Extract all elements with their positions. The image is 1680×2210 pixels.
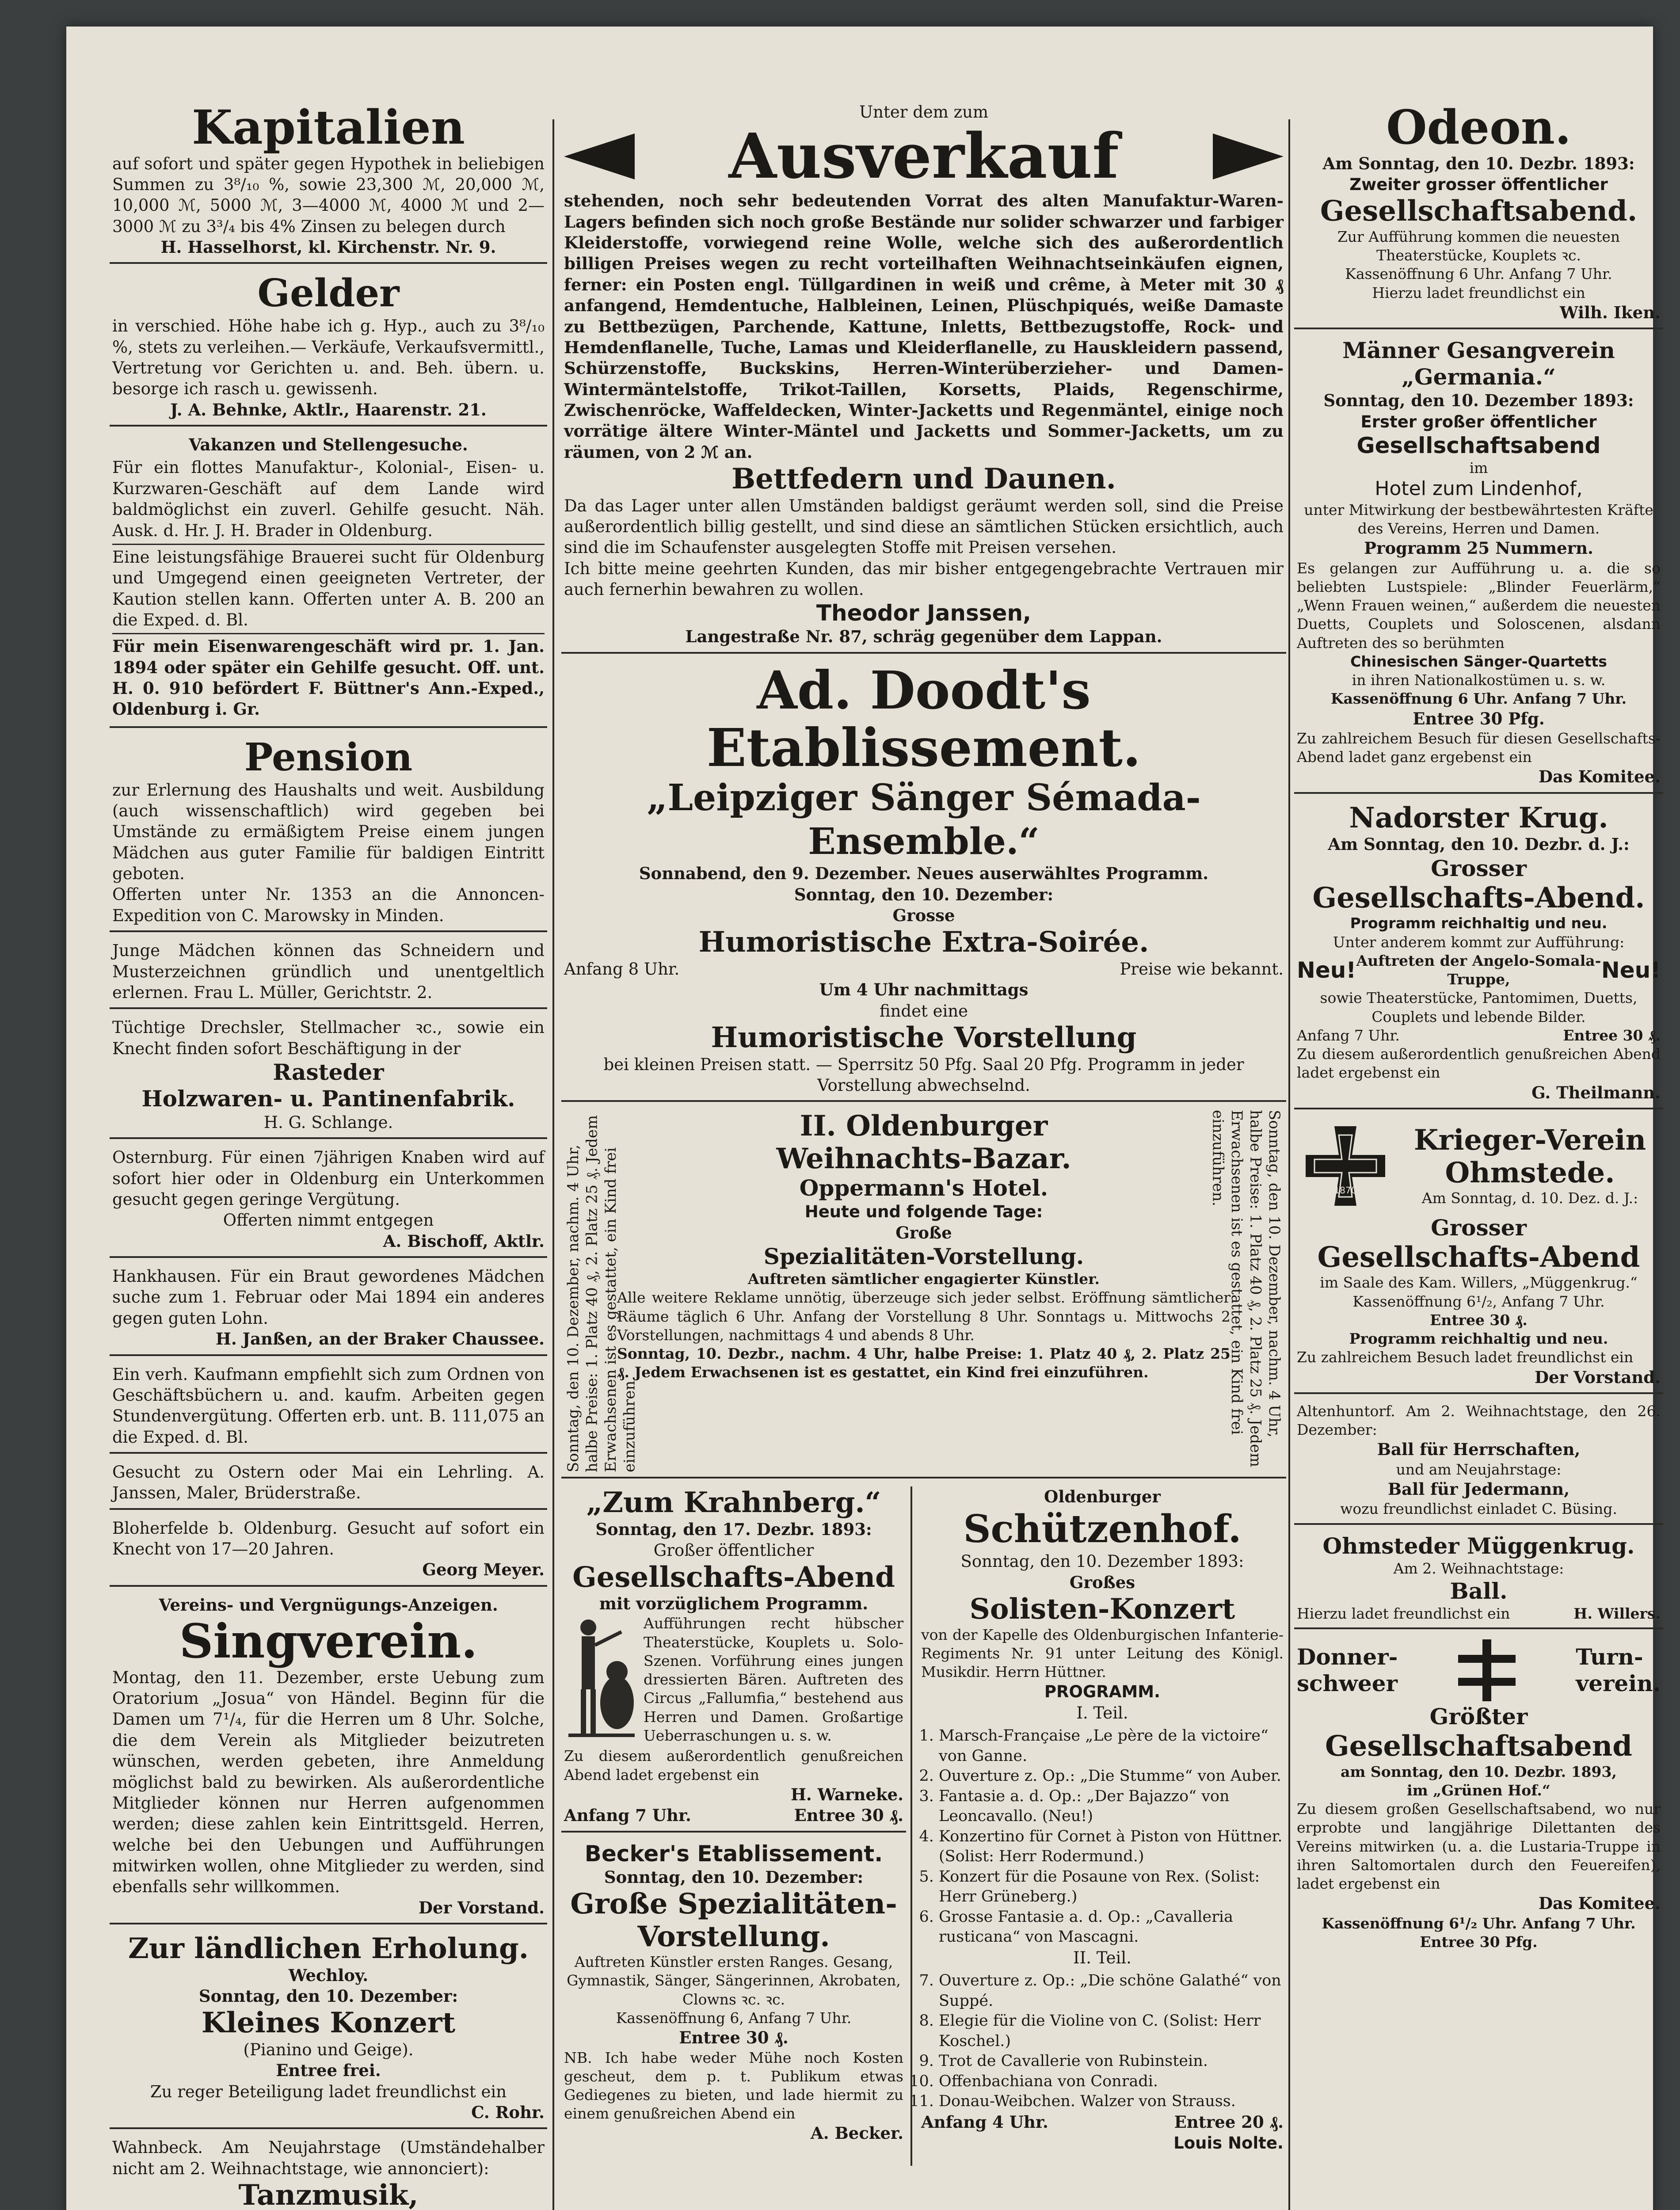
bottom-row bbox=[561, 1486, 1286, 2166]
ad-krieger bbox=[1294, 1117, 1663, 1394]
ad-date: Am Sonntag, den 10. Dezbr. d. J.: bbox=[1328, 834, 1630, 854]
info-row bbox=[564, 1805, 903, 1826]
title-row bbox=[564, 122, 1284, 191]
info-row bbox=[921, 2112, 1284, 2133]
ad-becker bbox=[561, 1840, 906, 2149]
krahnberg-body bbox=[564, 1614, 903, 1747]
ad-rasteder bbox=[110, 1017, 547, 1139]
ad-body: im bbox=[1469, 459, 1488, 476]
ad-date: Am 2. Weihnachtstage: bbox=[1393, 1559, 1564, 1577]
ad-entree: Entree 30 ₰. bbox=[679, 2028, 789, 2048]
ad-time: Anfang 8 Uhr. bbox=[564, 959, 680, 979]
ad-bazar bbox=[561, 1110, 1286, 1478]
ad-event: Ball. bbox=[1450, 1577, 1508, 1604]
donner-right bbox=[1576, 1644, 1661, 1697]
ad-hankhausen bbox=[110, 1266, 547, 1356]
program-item: 11. Donau-Weibchen. Walzer von Strauss. bbox=[939, 2092, 1284, 2112]
ad-event: Humoristische Extra-Soirée. bbox=[698, 926, 1149, 959]
ad-body: Tüchtige Drechsler, Stellmacher ꝛc., sowie ein Knecht finden sofort Beschäftigung in der bbox=[112, 1018, 545, 1058]
ad-body: Grosser bbox=[1431, 1214, 1527, 1241]
ad-body: Zu diesem großen Gesellschaftsabend, wo nur erprobte und langjährige Dilettanten des Vereins mitwirken (u. a. die Lustaria-Truppe in ihren Saltomortalen durch den Feuereifen), ladet ergebenst ein bbox=[1297, 1800, 1661, 1893]
ad-body: Zur Aufführung kommen die neuesten Theaterstücke, Kouplets ꝛc. bbox=[1337, 228, 1620, 264]
ad-event: Gesellschaftsabend. bbox=[1320, 194, 1638, 228]
ad-time: Anfang 7 Uhr. bbox=[564, 1806, 691, 1825]
ad-body: Junge Mädchen können das Schneidern und Musterzeichnen gründlich und unentgeltlich erlernen. Frau L. Müller, Gerichtstr. 2. bbox=[112, 941, 545, 1002]
ad-signature: H. Willers. bbox=[1573, 1604, 1661, 1622]
ad-doodt bbox=[561, 659, 1286, 1102]
ad-kapitalien bbox=[110, 99, 547, 264]
section-vakanzen bbox=[110, 434, 547, 728]
krieger-titles bbox=[1399, 1124, 1661, 1208]
ad-body: Programm reichhaltig und neu. bbox=[1349, 1330, 1608, 1348]
ad-title: Ohmstede. bbox=[1445, 1156, 1615, 1189]
ad-place: im „Grünen Hof.“ bbox=[1407, 1781, 1550, 1799]
ad-body: Hierzu ladet freundlichst ein bbox=[1372, 284, 1585, 301]
ad-ausverkauf bbox=[561, 102, 1286, 654]
ad-body: Altenhuntorf. Am 2. Weihnachtstage, den 26. Dezember: bbox=[1297, 1402, 1661, 1439]
ad-title: Ausverkauf bbox=[728, 120, 1119, 193]
program-item: 4. Konzertino für Cornet à Piston von Hüttner. (Solist: Herr Rodermund.) bbox=[939, 1827, 1284, 1867]
program-part: II. Teil. bbox=[1073, 1948, 1131, 1967]
ad-signature: A. Becker. bbox=[811, 2123, 903, 2143]
ad-event: Tanzmusik, bbox=[238, 2179, 419, 2210]
ad-body: Zu diesem außerordentlich genußreichen Abend ladet ergebenst ein bbox=[1297, 1045, 1661, 1082]
ad-title: „Zum Krahnberg.“ bbox=[586, 1486, 881, 1520]
ad-title: Donner- bbox=[1297, 1644, 1398, 1670]
ad-signature: Wilh. Iken. bbox=[1560, 302, 1661, 322]
ad-title: Singverein. bbox=[179, 1613, 478, 1669]
ad-signature: wozu freundlichst einladet C. Büsing. bbox=[1340, 1500, 1617, 1518]
ad-altenhuntorf bbox=[1294, 1402, 1663, 1525]
ad-body: Auftreten sämtlicher engagierter Künstler. bbox=[748, 1270, 1100, 1288]
ad-body: auf sofort und später gegen Hypothek in beliebigen Summen zu 3⁸/₁₀ %, sowie 23,300 ℳ, 20,000 ℳ, 10,000 ℳ, 5000 ℳ, 3—4000 ℳ, 4000 ℳ und 2—3000 ℳ zu 3³/₄ bis 4% Zinsen zu belegen durch bbox=[112, 154, 545, 236]
ad-body: Zu zahlreichem Besuch für diesen Gesellschafts-Abend ladet ganz ergebenst ein bbox=[1297, 730, 1661, 766]
ad-signature: C. Rohr. bbox=[471, 2103, 545, 2122]
new-badge: Neu! bbox=[1297, 957, 1356, 983]
ad-date: Sonntag, den 10. Dezember: bbox=[604, 1867, 864, 1887]
ad-body: stehenden, noch sehr bedeutenden Vorrat des alten Manufaktur-Waren-Lagers befinden sich noch große Bestände nur solider schwarzer und farbiger Kleiderstoffe, vorwiegend reine Wolle, welche sich des außerordentlich billigen Preises wegen zu recht vorteilhaften Weihnachtseinkäufen eignen, ferner: ein Posten engl. Tüllgardinen in weiß und crême, à Meter mit 30 ₰ anfangend, Hemdentuche, Halbleinen, Leinen, Plüschpiqués, weiße Damaste zu Bettbezügen, Parchende, Kattune, Inletts, Bettbezugstoffe, Rock- und Hemdenflanelle, Tuche, Lamas und Kleiderflanelle, zu Hauskleidern passend, Schürzenstoffe, Buckskins, Herren-Winterüberzieher- und Damen-Wintermäntelstoffe, Trikot-Taillen, Korsetts, Plaids, Regenschirme, Zwischenröcke, Waffeldecken, Winter-Jacketts und Regenmäntel, einige noch vorrätige ältere Winter-Mäntel und Jacketts und Sommer-Jacketts, um zu räumen, von 2 ℳ an. bbox=[564, 191, 1284, 462]
ad-signature: H. G. Schlange. bbox=[263, 1113, 393, 1132]
ad-body: in verschied. Höhe habe ich g. Hyp., auch zu 3⁸/₁₀ %, stets zu verleihen.— Verkäufe, Verkaufsvermittl., Vertretung vor Gerichten u. and. Beh. übern. u. besorge ich rasch u. gewissenh. bbox=[112, 316, 545, 399]
arrow-left-icon bbox=[564, 133, 635, 179]
ad-body: findet eine bbox=[879, 1001, 968, 1021]
ad-entree: Entree 30 Pfg. bbox=[1420, 1933, 1538, 1951]
ad-title: Zur ländlichen Erholung. bbox=[128, 1932, 529, 1966]
ad-body: Zu zahlreichem Besuch ladet freundlichst ein bbox=[1297, 1349, 1634, 1366]
ad-blosherfelde bbox=[110, 1518, 547, 1587]
ad-body: Zu diesem außerordentlich genußreichen Abend ladet ergebenst ein bbox=[564, 1747, 903, 1783]
bazar-main bbox=[617, 1110, 1230, 1472]
ad-nadorster bbox=[1294, 802, 1663, 1109]
ad-date: Sonntag, den 10. Dezember: bbox=[794, 884, 1054, 904]
ad-body: von der Kapelle des Oldenburgischen Infanterie-Regiments Nr. 91 unter Leitung des Königl. Musikdir. Herrn Hüttner. bbox=[921, 1626, 1284, 1681]
ad-date: Sonntag, den 10. Dezember 1893: bbox=[960, 1552, 1244, 1571]
ad-time: Kassenöffnung 6 Uhr. Anfang 7 Uhr. bbox=[1330, 690, 1627, 708]
side-note-left: Sonntag, den 10. Dezember, nachm. 4 Uhr, halbe Preise: 1. Platz 40 ₰, 2. Platz 25 ₰. Jedem Erwachsenen ist es gestattet, ein Kind frei einzuführen. bbox=[564, 1115, 639, 1473]
ad-lehrling bbox=[110, 1462, 547, 1510]
ad-body: Programm reichhaltig und neu. bbox=[1350, 914, 1608, 932]
ad-body: in ihren Nationalkostümen u. s. w. bbox=[1352, 671, 1606, 689]
ad-signature: H. Janßen, an der Braker Chaussee. bbox=[215, 1329, 545, 1349]
ad-signature: A. Bischoff, Aktlr. bbox=[383, 1231, 545, 1251]
ad-body: bei kleinen Preisen statt. — Sperrsitz 50 Pfg. Saal 20 Pfg. Programm in jeder Vorstellung abwechselnd. bbox=[603, 1055, 1244, 1095]
ad-event: Gesellschafts-Abend bbox=[1317, 1240, 1640, 1274]
ad-body: Grosse bbox=[892, 905, 955, 925]
ad-title: Kapitalien bbox=[192, 99, 465, 155]
column-left bbox=[110, 99, 547, 2210]
ad-body: Großes bbox=[1069, 1572, 1135, 1592]
ad-time: Kassenöffnung 6, Anfang 7 Uhr. bbox=[616, 2009, 852, 2027]
program-heading: PROGRAMM. bbox=[1044, 1682, 1161, 1702]
ad-time: Kassenöffnung 6 Uhr. Anfang 7 Uhr. bbox=[1345, 265, 1612, 283]
ad-body: Erster großer öffentlicher bbox=[1360, 412, 1597, 431]
ad-body: Wahnbeck. Am Neujahrstage (Umständehalber nicht am 2. Weihnachtstage, wie annonciert): bbox=[112, 2138, 545, 2178]
ad-kaufmann bbox=[110, 1364, 547, 1454]
ad-osternburg bbox=[110, 1147, 547, 1258]
ad-date: Sonntag, den 10. Dezember: bbox=[198, 1986, 458, 2006]
side-note-right: Sonntag, den 10. Dezember, nachm. 4 Uhr, halbe Preise: 1. Platz 40 ₰, 2. Platz 25 ₰. Jedem Erwachsenen ist es gestattet, ein Kind frei einzuführen. bbox=[1209, 1110, 1283, 1467]
ad-body: zur Erlernung des Haushalts und weit. Ausbildung (auch wissenschaftlich) wird gegeben bei Umstände zu ermäßigtem Preise einem jungen Mädchen aus guter Familie für baldigen Eintritt geboten. bbox=[112, 780, 545, 884]
ad-body: im Saale des Kam. Willers, „Müggenkrug.“ Kassenöffnung 6¹/₂, Anfang 7 Uhr. bbox=[1320, 1274, 1638, 1310]
ad-body: Osternburg. Für einen 7jährigen Knaben wird auf sofort hier oder in Oldenburg ein Unterkommen gesucht gegen geringe Vergütung. bbox=[112, 1148, 545, 1209]
ad-entree: Entree 30 ₰. bbox=[1430, 1311, 1528, 1329]
ad-singverein bbox=[110, 1595, 547, 1924]
bear-trainer-illustration bbox=[564, 1614, 639, 1747]
ad-germania bbox=[1294, 337, 1663, 794]
ad-title: Turn- bbox=[1576, 1644, 1643, 1670]
ad-date: Sonntag, den 10. Dezember 1893: bbox=[1323, 391, 1634, 411]
program-list bbox=[921, 1971, 1284, 2112]
program-part: I. Teil. bbox=[1076, 1703, 1128, 1722]
ad-signature: H. Hasselhorst, kl. Kirchenstr. Nr. 9. bbox=[160, 237, 496, 257]
ad-body: Großer öffentlicher bbox=[653, 1541, 814, 1560]
ad-time: Anfang 7 Uhr. bbox=[1297, 1026, 1400, 1044]
ad-time: Anfang 4 Uhr. bbox=[921, 2112, 1048, 2132]
ad-body: unter Mitwirkung der bestbewährtesten Kräfte des Vereins, Herren und Damen. bbox=[1304, 501, 1653, 537]
ad-body: Es gelangen zur Aufführung u. a. die so beliebten Lustspiele: „Blinder Feuerlärm,“ „Wenn Frauen weinen,“ außerdem die neuesten Duetts, Couplets und Soloscenen, alsdann Auftreten des so berühmten bbox=[1297, 559, 1661, 652]
ad-title: Rasteder bbox=[273, 1059, 384, 1085]
ad-body: Grosser bbox=[1431, 855, 1527, 881]
ad-subtitle: „Leipziger Sänger Sémada-Ensemble.“ bbox=[647, 777, 1201, 863]
troupe-row bbox=[1297, 952, 1661, 989]
ad-body: Große bbox=[895, 1223, 952, 1242]
ad-entree: Entree 30 ₰. bbox=[1563, 1026, 1661, 1044]
ad-mueggenkrug bbox=[1294, 1533, 1663, 1629]
ad-body: Montag, den 11. Dezember, erste Uebung zum Oratorium „Josua“ von Händel. Beginn für die Damen um 7¹/₄, für die Herren um 8 Uhr. Solche, die dem Verein als Mitglieder beizutreten wünschen, werden gebeten, ihre Anmeldung möglichst bald zu bewirken. Als außerordentliche Mitglieder können nur Herren aufgenommen werden; diese zahlen kein Eintrittsgeld. Herren, welche bei den Uebungen und Aufführungen mitwirken wollen, ohne Mitglieder zu werden, sind ebenfalls sehr willkommen. bbox=[112, 1668, 545, 1897]
ad-body: Für ein flottes Manufaktur-, Kolonial-, Eisen- u. Kurzwaren-Geschäft auf dem Lande wird baldmöglichst ein zuverl. Gehilfe gesucht. Näh. Ausk. d. Hr. J. H. Brader in Oldenburg. bbox=[112, 457, 545, 545]
ad-krahnberg bbox=[561, 1486, 906, 1832]
ad-event: Spezialitäten-Vorstellung. bbox=[763, 1243, 1084, 1270]
program-item: 7. Ouverture z. Op.: „Die schöne Galathé“ von Suppé. bbox=[939, 1971, 1284, 2011]
ad-event: Gesellschaftsabend bbox=[1356, 432, 1601, 458]
program-item: 10. Offenbachiana von Conradi. bbox=[939, 2072, 1284, 2092]
info-row bbox=[1297, 1604, 1661, 1623]
turner-cross-icon bbox=[1456, 1637, 1518, 1703]
ad-donnerschweer bbox=[1294, 1637, 1663, 1956]
ad-pretitle: Unter dem zum bbox=[859, 103, 989, 122]
ad-event: Ball für Herrschaften, bbox=[1377, 1440, 1581, 1459]
iron-cross-icon bbox=[1297, 1117, 1394, 1215]
column-rule bbox=[552, 119, 554, 2210]
ad-title: Ad. Doodt's Etablissement. bbox=[706, 659, 1141, 778]
ad-pension bbox=[110, 736, 547, 932]
ad-title: Becker's Etablissement. bbox=[584, 1840, 883, 1867]
ad-signature: Georg Meyer. bbox=[422, 1560, 545, 1580]
ad-body: und am Neujahrstage: bbox=[1396, 1460, 1562, 1478]
ad-body: NB. Ich habe weder Mühe noch Kosten gescheut, dem p. t. Publikum etwas Gediegenes zu bieten, und lade hiermit zu einem genußreichen Abend ein bbox=[564, 2049, 903, 2122]
ad-place: Hotel zum Lindenhof, bbox=[1375, 477, 1583, 500]
ad-body: Alle weitere Reklame unnötig, überzeuge sich jeder selbst. Eröffnung sämtlicher Räume täglich 6 Uhr. Anfang der Vorstellung 8 Uhr. Sonntags u. Mittwochs 2 Vorstellungen, nachmittags 4 und abends 8 Uhr. bbox=[617, 1289, 1230, 1344]
ad-time: Kassenöffnung 6¹/₂ Uhr. Anfang 7 Uhr. bbox=[1322, 1914, 1636, 1932]
ad-gelder bbox=[110, 272, 547, 427]
ad-schneidern bbox=[110, 940, 547, 1009]
ad-body: Ich bitte meine geehrten Kunden, das mir bisher entgegengebrachte Vertrauen mir auch fernerhin bewahren zu wollen. bbox=[564, 559, 1284, 599]
ad-body: Unter anderem kommt zur Aufführung: bbox=[1333, 933, 1625, 951]
ad-body: Bloherfelde b. Oldenburg. Gesucht auf sofort ein Knecht von 17—20 Jahren. bbox=[112, 1518, 545, 1559]
donner-header bbox=[1297, 1637, 1661, 1703]
info-row bbox=[1297, 1026, 1661, 1045]
ad-event: Gesellschafts-Abend. bbox=[1312, 881, 1645, 914]
ad-body: Da das Lager unter allen Umständen baldigst geräumt werden soll, sind die Preise außerordentlich billig gestellt, und sind diese an sämtlichen Stücken ersichtlich, auch sind die im Schaufenster ausgelegten Stoffe mit Preisen versehen. bbox=[564, 496, 1284, 557]
ad-date: Sonnabend, den 9. Dezember. Neues auserwähltes Programm. bbox=[639, 864, 1209, 884]
ad-subtitle: Bettfedern und Daunen. bbox=[731, 462, 1116, 496]
ad-title: Odeon. bbox=[1386, 99, 1571, 155]
ad-date: Am Sonntag, d. 10. Dez. d. J.: bbox=[1421, 1189, 1638, 1207]
ad-body: Um 4 Uhr nachmittags bbox=[819, 980, 1029, 1000]
program-item: 3. Fantasie a. d. Op.: „Der Bajazzo“ von Leoncavallo. (Neu!) bbox=[939, 1787, 1284, 1827]
ad-date: Sonntag, den 17. Dezbr. 1893: bbox=[595, 1519, 872, 1539]
ad-signature: Der Vorstand. bbox=[1534, 1367, 1661, 1387]
ad-event: Humoristische Vorstellung bbox=[711, 1021, 1137, 1054]
ad-body: Chinesischen Sänger-Quartetts bbox=[1350, 652, 1607, 670]
ad-body: Ein verh. Kaufmann empfiehlt sich zum Ordnen von Geschäftsbüchern u. and. kaufm. Arbeiten gegen Stundenvergütung. Offerten erb. unt. B. 111,075 an die Exped. d. Bl. bbox=[112, 1364, 545, 1447]
ad-address: Langestraße Nr. 87, schräg gegenüber dem Lappan. bbox=[685, 627, 1162, 647]
ad-price: Preise wie bekannt. bbox=[1120, 959, 1284, 979]
ad-place: Oppermann's Hotel. bbox=[799, 1175, 1048, 1201]
ad-date: am Sonntag, den 10. Dezbr. 1893, bbox=[1341, 1763, 1617, 1780]
column-right bbox=[1294, 99, 1663, 2210]
program-item: 6. Grosse Fantasie a. d. Op.: „Cavalleria rusticana“ von Mascagni. bbox=[939, 1907, 1284, 1947]
ad-signature: J. A. Behnke, Aktlr., Haarenstr. 21. bbox=[170, 400, 487, 419]
ad-signature: Louis Nolte. bbox=[1173, 2133, 1284, 2153]
new-badge: Neu! bbox=[1601, 957, 1661, 983]
section-heading: Vakanzen und Stellengesuche. bbox=[189, 435, 468, 455]
program-item: 9. Trot de Cavallerie von Rubinstein. bbox=[939, 2051, 1284, 2072]
ad-body: Auftreten der Angelo-Somala-Truppe, bbox=[1356, 952, 1601, 988]
info-row bbox=[564, 959, 1284, 979]
ad-event: Große Spezialitäten-Vorstellung. bbox=[570, 1887, 897, 1953]
ad-signature: Das Komitee. bbox=[1538, 767, 1661, 787]
ad-title: Weihnachts-Bazar. bbox=[776, 1142, 1071, 1175]
krieger-header bbox=[1297, 1117, 1661, 1215]
ad-date: Am Sonntag, den 10. Dezbr. 1893: bbox=[1322, 153, 1635, 173]
column-rule bbox=[1288, 119, 1290, 2210]
ad-wahnbeck bbox=[110, 2137, 547, 2210]
program-item: 5. Konzert für die Posaune von Rex. (Solist: Herr Grüneberg.) bbox=[939, 1867, 1284, 1907]
ad-place: Wechloy. bbox=[288, 1965, 369, 1985]
ad-title: Gelder bbox=[257, 271, 400, 316]
section-heading: Vereins- und Vergnügungs-Anzeigen. bbox=[159, 1595, 498, 1615]
ad-odeon bbox=[1294, 99, 1663, 329]
ad-erholung bbox=[110, 1932, 547, 2129]
ad-title: Holzwaren- u. Pantinenfabrik. bbox=[141, 1085, 515, 1112]
ad-event: Ball für Jedermann, bbox=[1387, 1479, 1570, 1499]
ad-signature: H. Warneke. bbox=[790, 1784, 903, 1804]
ad-title: schweer bbox=[1297, 1670, 1398, 1697]
bottom-right bbox=[918, 1486, 1286, 2166]
cross-year: 1870 bbox=[1334, 1185, 1357, 1196]
ad-body: Größter bbox=[1429, 1703, 1528, 1730]
ad-title: Krieger-Verein bbox=[1413, 1124, 1646, 1157]
ad-body: Für mein Eisenwarengeschäft wird pr. 1. Jan. 1894 oder später ein Gehilfe gesucht. Off. unt. H. 0. 910 befördert F. Büttner's Ann.-Exped., Oldenburg i. Gr. bbox=[112, 636, 545, 719]
ad-body: Zu reger Beteiligung ladet freundlichst ein bbox=[150, 2082, 507, 2101]
ad-title: Pension bbox=[244, 735, 413, 780]
ad-entree: Entree 20 ₰. bbox=[1174, 2112, 1284, 2132]
ad-body: Hierzu ladet freundlichst ein bbox=[1297, 1604, 1510, 1622]
ad-title: Schützenhof. bbox=[963, 1506, 1242, 1551]
ad-title: „Germania.“ bbox=[1402, 364, 1556, 390]
ad-entree: Entree 30 ₰. bbox=[794, 1806, 903, 1825]
column-middle bbox=[561, 102, 1286, 2210]
program-list bbox=[921, 1726, 1284, 1947]
donner-left bbox=[1297, 1644, 1398, 1697]
ad-event: Gesellschafts-Abend bbox=[572, 1560, 895, 1594]
ad-date: Heute und folgende Tage: bbox=[804, 1202, 1043, 1222]
ad-signature: Das Komitee. bbox=[1538, 1894, 1661, 1913]
ad-body: Eine leistungsfähige Brauerei sucht für Oldenburg und Umgegend einen geeigneten Vertreter, der Kaution stellen kann. Offerten unter A. B. 200 an die Exped. d. Bl. bbox=[112, 547, 545, 634]
ad-signature: Der Vorstand. bbox=[418, 1898, 545, 1917]
arrow-right-icon bbox=[1213, 133, 1284, 179]
ad-signature: Theodor Janssen, bbox=[816, 600, 1032, 626]
ad-body: Offerten unter Nr. 1353 an die Annoncen-Expedition von C. Marowsky in Minden. bbox=[112, 885, 545, 925]
ad-schuetzenhof bbox=[918, 1486, 1286, 2158]
ad-body: Aufführungen recht hübscher Theaterstücke, Kouplets u. Solo-Szenen. Vorführung eines jungen dressierten Bären. Auftreten des Circus „Fallumfia,“ bestehend aus Herren und Damen. Großartige Ueberraschungen u. s. w. bbox=[644, 1615, 903, 1744]
ad-title: II. Oldenburger bbox=[800, 1109, 1048, 1143]
ad-title: Männer Gesangverein bbox=[1342, 337, 1615, 364]
ad-signature: G. Theilmann. bbox=[1531, 1082, 1661, 1102]
ad-entree: Entree 30 Pfg. bbox=[1413, 709, 1545, 728]
ad-body: mit vorzüglichem Programm. bbox=[599, 1594, 869, 1614]
ad-body: Sonntag, 10. Dezbr., nachm. 4 Uhr, halbe Preise: 1. Platz 40 ₰, 2. Platz 25 ₰. Jedem Erwachsenen ist es gestattet, ein Kind frei einzuführen. bbox=[617, 1345, 1230, 1381]
ad-body: Programm 25 Nummern. bbox=[1364, 538, 1593, 558]
program-item: 2. Ouverture z. Op.: „Die Stumme“ von Auber. bbox=[939, 1766, 1284, 1787]
program-item: 8. Elegie für die Violine von C. (Solist: Herr Koschel.) bbox=[939, 2011, 1284, 2051]
bottom-left bbox=[561, 1486, 912, 2166]
ad-body: Gesucht zu Ostern oder Mai ein Lehrling. A. Janssen, Maler, Brüderstraße. bbox=[112, 1462, 545, 1503]
ad-event: Solisten-Konzert bbox=[969, 1593, 1235, 1626]
ad-body: Offerten nimmt entgegen bbox=[223, 1211, 434, 1230]
ad-pretitle: Oldenburger bbox=[1044, 1487, 1161, 1507]
ad-title: Nadorster Krug. bbox=[1349, 801, 1608, 834]
ad-body: sowie Theaterstücke, Pantomimen, Duetts, Couplets und lebende Bilder. bbox=[1320, 989, 1638, 1025]
ad-event: Gesellschaftsabend bbox=[1325, 1730, 1633, 1763]
ad-entree: Entree frei. bbox=[276, 2061, 381, 2080]
ad-body: Auftreten Künstler ersten Ranges. Gesang, Gymnastik, Sänger, Sängerinnen, Akrobaten, Clowns ꝛc. ꝛc. bbox=[567, 1953, 901, 2008]
ad-title: Ohmsteder Müggenkrug. bbox=[1322, 1532, 1635, 1559]
ad-body: (Pianino und Geige). bbox=[243, 2040, 414, 2059]
ad-title: verein. bbox=[1576, 1670, 1661, 1697]
ad-body: Hankhausen. Für ein Braut gewordenes Mädchen suche zum 1. Februar oder Mai 1894 ein anderes gegen guten Lohn. bbox=[112, 1267, 545, 1328]
program-item: 1. Marsch-Française „Le père de la victoire“ von Ganne. bbox=[939, 1726, 1284, 1766]
ad-event: Kleines Konzert bbox=[201, 2006, 456, 2040]
ad-body: Zweiter grosser öffentlicher bbox=[1349, 175, 1608, 194]
